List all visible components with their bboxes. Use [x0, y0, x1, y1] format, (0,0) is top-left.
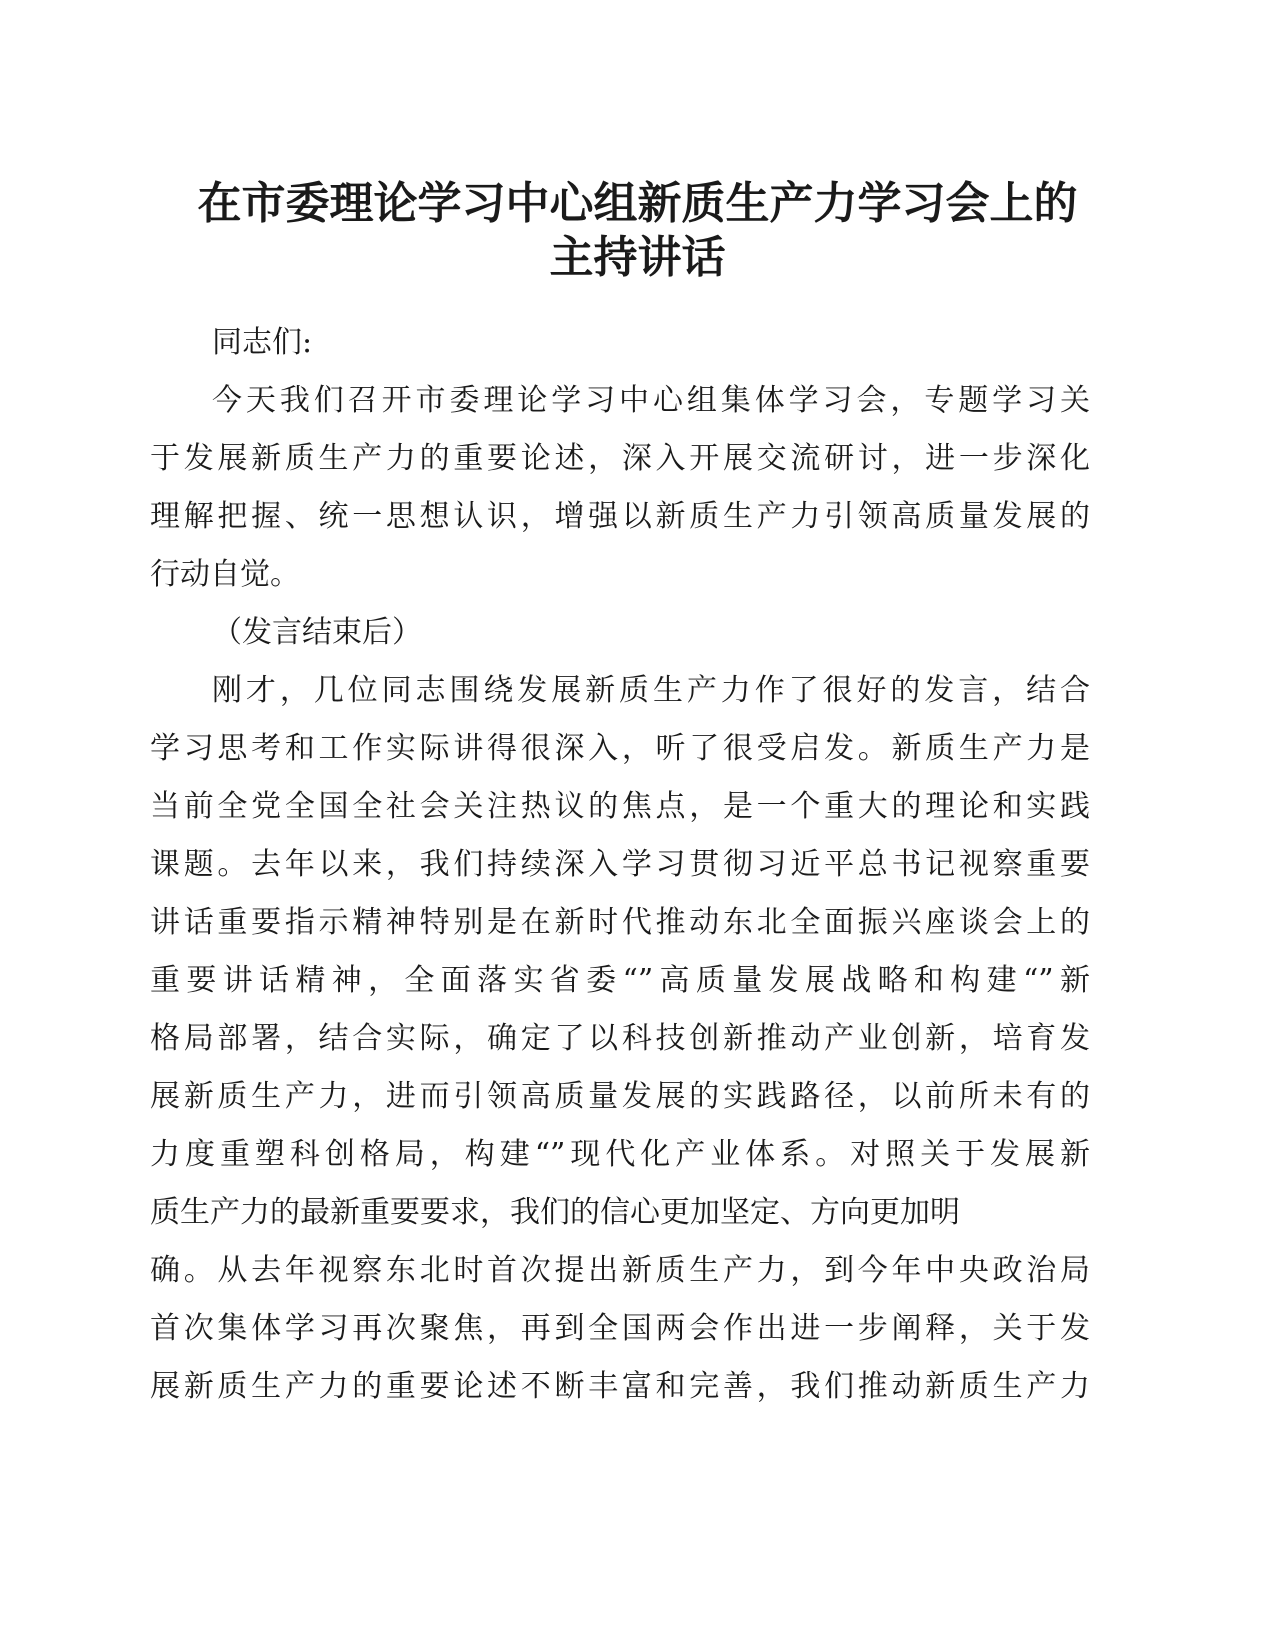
paragraph-line: 格局部署，结合实际，确定了以科技创新推动产业创新，培育发 — [150, 1021, 1090, 1056]
paragraph-line: 重要讲话精神，全面落实省委“”高质量发展战略和构建“”新 — [150, 963, 1090, 998]
document-title-line-1: 在市委理论学习中心组新质生产力学习会上的 — [197, 178, 1078, 229]
paragraph-line: 于发展新质生产力的重要论述，深入开展交流研讨，进一步深化 — [150, 441, 1090, 476]
paragraph-line: 质生产力的最新重要要求，我们的信心更加坚定、方向更加明 — [150, 1195, 960, 1230]
paragraph-line: 当前全党全国全社会关注热议的焦点，是一个重大的理论和实践 — [150, 789, 1090, 824]
paragraph-line: 今天我们召开市委理论学习中心组集体学习会，专题学习关 — [212, 383, 1090, 418]
paragraph-line: 确。从去年视察东北时首次提出新质生产力，到今年中央政治局 — [150, 1253, 1090, 1288]
salutation: 同志们: — [212, 325, 313, 360]
paragraph-line: 刚才，几位同志围绕发展新质生产力作了很好的发言，结合 — [212, 673, 1090, 708]
stage-note: （发言结束后） — [212, 615, 422, 650]
paragraph-line: 首次集体学习再次聚焦，再到全国两会作出进一步阐释，关于发 — [150, 1311, 1090, 1346]
paragraph-line: 行动自觉。 — [150, 557, 300, 592]
paragraph-line: 力度重塑科创格局，构建“”现代化产业体系。对照关于发展新 — [150, 1137, 1090, 1172]
document-title-line-2: 主持讲话 — [549, 232, 726, 283]
document-body — [150, 314, 1090, 1416]
paragraph-line: 展新质生产力的重要论述不断丰富和完善，我们推动新质生产力 — [150, 1369, 1090, 1404]
paragraph-line: 课题。去年以来，我们持续深入学习贯彻习近平总书记视察重要 — [150, 847, 1090, 882]
paragraph-line: 学习思考和工作实际讲得很深入，听了很受启发。新质生产力是 — [150, 731, 1090, 766]
paragraph-line: 展新质生产力，进而引领高质量发展的实践路径，以前所未有的 — [150, 1079, 1090, 1114]
paragraph-line: 讲话重要指示精神特别是在新时代推动东北全面振兴座谈会上的 — [150, 905, 1090, 940]
paragraph-line: 理解把握、统一思想认识，增强以新质生产力引领高质量发展的 — [150, 499, 1090, 534]
